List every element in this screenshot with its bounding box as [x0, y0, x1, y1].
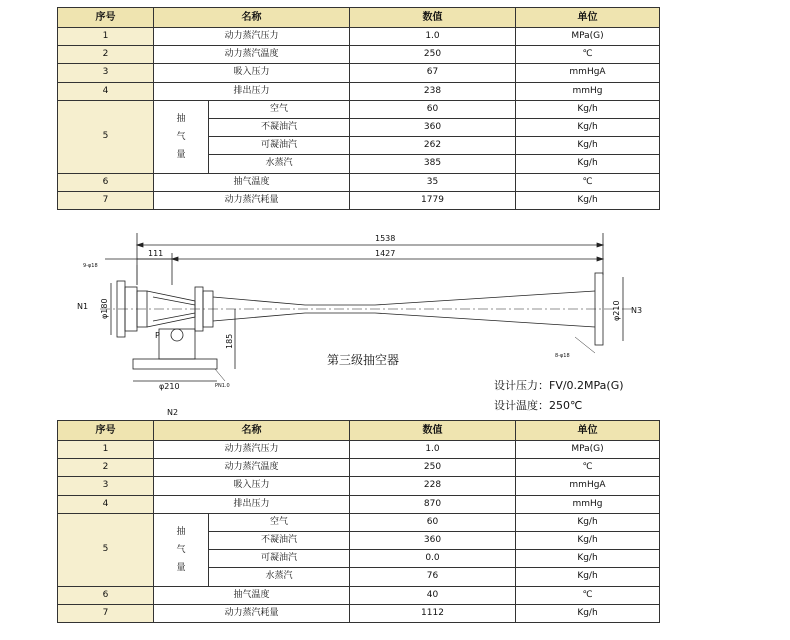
n3-label: N3: [631, 306, 643, 315]
table-row: [58, 604, 660, 622]
table-row: [58, 100, 660, 118]
arrow-icon: [137, 243, 143, 247]
row-unit: mmHg: [516, 82, 660, 100]
dim-body-label: 1427: [375, 249, 396, 258]
row-no: 7: [58, 191, 154, 209]
table-row: [58, 477, 660, 495]
row-name: 动力蒸汽耗量: [154, 604, 350, 622]
group-label-char: 气: [176, 131, 186, 142]
nozzle-line: [153, 313, 195, 321]
row-unit: Kg/h: [516, 550, 660, 568]
row-name: 吸入压力: [154, 477, 350, 495]
row-value: 60: [350, 100, 516, 118]
row-unit: Kg/h: [516, 155, 660, 173]
row-unit: Kg/h: [516, 604, 660, 622]
row-value: 228: [350, 477, 516, 495]
table-row: [58, 495, 660, 513]
row-name: 水蒸汽: [209, 155, 350, 173]
row-unit: ℃: [516, 586, 660, 604]
row-unit: ℃: [516, 46, 660, 64]
design-temperature: 设计温度：250℃: [494, 399, 583, 412]
row-name: 可凝油汽: [209, 137, 350, 155]
row-unit: mmHgA: [516, 64, 660, 82]
row-name: 动力蒸汽温度: [154, 46, 350, 64]
row-value: 870: [350, 495, 516, 513]
leader-line: [215, 369, 225, 381]
table-row: [58, 82, 660, 100]
row-name: 动力蒸汽压力: [154, 28, 350, 46]
table-row: [58, 46, 660, 64]
row-no: 2: [58, 459, 154, 477]
row-no: 1: [58, 441, 154, 459]
table-row: [58, 513, 660, 531]
n2-label: N2: [167, 408, 179, 415]
row-name: 不凝油汽: [209, 118, 350, 136]
arrow-icon: [172, 257, 178, 261]
p-label: P: [155, 331, 160, 340]
group-label-char: 量: [176, 149, 186, 160]
row-unit: Kg/h: [516, 531, 660, 549]
group-label-char: 抽: [176, 526, 186, 537]
row-value: 385: [350, 155, 516, 173]
nozzle-line: [153, 297, 195, 305]
row-value: 60: [350, 513, 516, 531]
row-value: 250: [350, 46, 516, 64]
group-no: 5: [58, 513, 154, 586]
row-no: 7: [58, 604, 154, 622]
leader-line: [575, 337, 595, 353]
row-value: 1.0: [350, 28, 516, 46]
table-row: [58, 191, 660, 209]
row-value: 1112: [350, 604, 516, 622]
diffuser-upper: [213, 291, 595, 305]
table-row: [58, 441, 660, 459]
row-no: 2: [58, 46, 154, 64]
drawing-caption: 第三级抽空器: [327, 353, 400, 367]
arrow-icon: [597, 257, 603, 261]
header-name: 名称: [154, 8, 350, 28]
group-label-char: 抽: [176, 113, 186, 124]
header-name: 名称: [154, 421, 350, 441]
row-value: 250: [350, 459, 516, 477]
row-no: 4: [58, 82, 154, 100]
row-name: 动力蒸汽温度: [154, 459, 350, 477]
row-name: 动力蒸汽压力: [154, 441, 350, 459]
row-value: 0.0: [350, 550, 516, 568]
row-value: 360: [350, 531, 516, 549]
dim-bottom-dia-label: φ210: [159, 382, 180, 391]
row-name: 排出压力: [154, 82, 350, 100]
row-name: 抽气温度: [154, 586, 350, 604]
row-name: 吸入压力: [154, 64, 350, 82]
row-name: 水蒸汽: [209, 568, 350, 586]
note-small: PN1.0: [215, 383, 230, 389]
group-no: 5: [58, 100, 154, 173]
header-value: 数值: [350, 421, 516, 441]
table-row: [58, 459, 660, 477]
row-name: 空气: [209, 513, 350, 531]
suction-branch: [159, 329, 195, 359]
note-small: 8-φ18: [555, 353, 570, 359]
note-small: 9-φ18: [83, 263, 98, 269]
row-value: 40: [350, 586, 516, 604]
row-name: 可凝油汽: [209, 550, 350, 568]
row-name: 动力蒸汽耗量: [154, 191, 350, 209]
row-unit: ℃: [516, 173, 660, 191]
table-header-row: [58, 8, 660, 28]
design-pressure: 设计压力：FV/0.2MPa(G): [494, 379, 624, 392]
header-unit: 单位: [516, 8, 660, 28]
table-header-row: [58, 421, 660, 441]
spec-table-1: [57, 7, 660, 210]
row-unit: Kg/h: [516, 118, 660, 136]
row-name: 不凝油汽: [209, 531, 350, 549]
spec-table-2: [57, 420, 660, 623]
row-name: 排出压力: [154, 495, 350, 513]
row-value: 76: [350, 568, 516, 586]
row-value: 35: [350, 173, 516, 191]
row-value: 360: [350, 118, 516, 136]
dim-inlet-dia-label: φ180: [100, 298, 109, 319]
dim-outlet-dia-label: φ210: [612, 300, 621, 321]
row-unit: Kg/h: [516, 513, 660, 531]
header-unit: 单位: [516, 421, 660, 441]
n1-label: N1: [77, 302, 89, 311]
row-unit: mmHgA: [516, 477, 660, 495]
row-value: 238: [350, 82, 516, 100]
group-label-char: 气: [176, 544, 186, 555]
row-unit: ℃: [516, 459, 660, 477]
row-no: 6: [58, 173, 154, 191]
dim-height-label: 185: [225, 333, 234, 349]
header-no: 序号: [58, 8, 154, 28]
row-no: 3: [58, 64, 154, 82]
group-label: [154, 100, 209, 173]
arrow-icon: [597, 243, 603, 247]
header-no: 序号: [58, 421, 154, 441]
suction-flange: [133, 359, 217, 369]
row-name: 抽气温度: [154, 173, 350, 191]
row-unit: MPa(G): [516, 441, 660, 459]
row-no: 6: [58, 586, 154, 604]
pressure-gauge-port: [171, 329, 183, 341]
row-value: 67: [350, 64, 516, 82]
group-label-char: 量: [176, 562, 186, 573]
row-unit: Kg/h: [516, 137, 660, 155]
dim-total-label: 1538: [375, 234, 396, 243]
row-value: 1779: [350, 191, 516, 209]
row-name: 空气: [209, 100, 350, 118]
row-value: 1.0: [350, 441, 516, 459]
table-row: [58, 586, 660, 604]
table-row: [58, 64, 660, 82]
row-value: 262: [350, 137, 516, 155]
table-row: [58, 28, 660, 46]
header-value: 数值: [350, 8, 516, 28]
row-unit: Kg/h: [516, 100, 660, 118]
row-no: 3: [58, 477, 154, 495]
row-unit: MPa(G): [516, 28, 660, 46]
table-row: [58, 173, 660, 191]
row-unit: Kg/h: [516, 568, 660, 586]
row-unit: mmHg: [516, 495, 660, 513]
dim-left-label: 111: [148, 249, 164, 258]
row-no: 4: [58, 495, 154, 513]
diffuser-lower: [213, 313, 595, 327]
group-label: [154, 513, 209, 586]
row-no: 1: [58, 28, 154, 46]
row-unit: Kg/h: [516, 191, 660, 209]
